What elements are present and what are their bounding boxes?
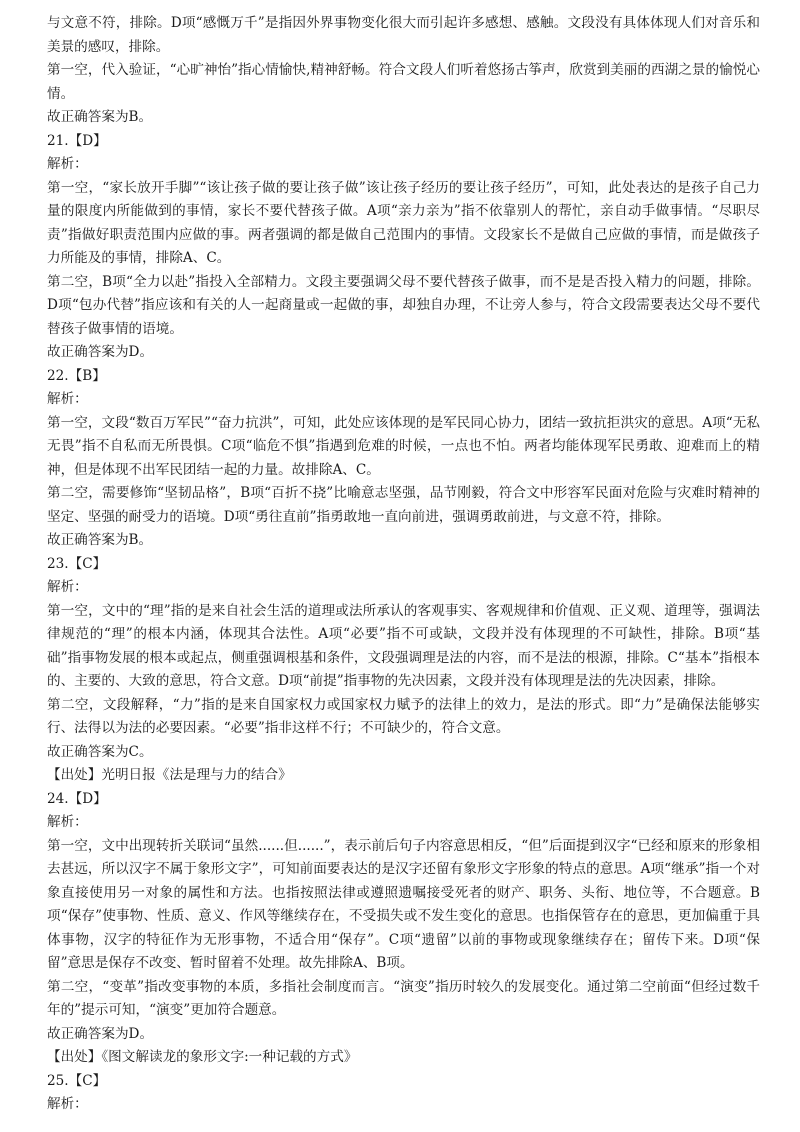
question-number: 24.【D】 xyxy=(47,790,107,807)
text-line: 与文意不符，排除。D项“感慨万千”是指因外界事物变化很大而引起许多感想、感触。文段没有具体体现人们对音乐和美景的感叹，排除。 xyxy=(47,15,760,55)
text-line: 第二空，“变革”指改变事物的本质，多指社会制度而言。“演变”指历时较久的发展变化。通过第二空前面“但经过数千年的”提示可知，“演变”更加符合题意。 xyxy=(47,978,760,1018)
text-line: 第二空，文段解释，“力”指的是来自国家权力或国家权力赋予的法律上的效力，是法的形式。即“力”是确保法能够实行、法得以为法的必要因素。“必要”指非这样不行；不可缺少的，符合文意。 xyxy=(47,696,760,736)
text-line: 第一空，代入验证，“心旷神怡”指心情愉快,精神舒畅。符合文段人们听着悠扬古筝声，欣赏到美丽的西湖之景的愉悦心情。 xyxy=(47,62,760,102)
text-line: 第一空，“家长放开手脚”“该让孩子做的要让孩子做”该让孩子经历的要让孩子经历”，可知，此处表达的是孩子自己力量的限度内所能做到的事情，家长不要代替孩子做。A项“亲力亲为”指不依靠别人的帮忙，亲自动手做事情。“尽职尽责”指做好职责范围内应做的事。两者强调的都是做自己范围内的事情。文段家长不是做自己应做的事情，而是做孩子力所能及的事情，排除A、C。 xyxy=(47,179,760,266)
source-line: 【出处】光明日报《法是理与力的结合》 xyxy=(47,767,292,783)
analysis-label: 解析： xyxy=(47,1096,88,1112)
text-line: 故正确答案为C。 xyxy=(47,743,153,760)
text-line: 故正确答案为D。 xyxy=(47,344,154,360)
text-line: 第二空，需要修饰“坚韧品格”，B项“百折不挠”比喻意志坚强，品节刚毅，符合文中形容军民面对危险与灾难时精神的坚定、坚强的耐受力的语境。D项“勇往直前”指勇敢地一直向前进，强调勇敢前进，与文意不符，排除。 xyxy=(47,485,760,525)
question-number: 22.【B】 xyxy=(47,367,106,384)
analysis-label: 解析： xyxy=(47,391,88,407)
analysis-label: 解析： xyxy=(47,156,88,172)
text-line: 故正确答案为B。 xyxy=(47,532,153,548)
analysis-label: 解析： xyxy=(47,579,88,595)
analysis-label: 解析： xyxy=(47,814,88,830)
text-line: 故正确答案为B。 xyxy=(47,109,153,125)
text-line: 故正确答案为D。 xyxy=(47,1025,154,1042)
text-line: 第一空，文中的“理”指的是来自社会生活的道理或法所承认的客观事实、客观规律和价值观、正义观、道理等，强调法律规范的“理”的根本内涵，体现其合法性。A项“必要”指不可或缺，文段并没有体现理的不可缺性，排除。B项“基础”指事物发展的根本或起点，侧重强调根基和条件，文段强调理是法的内容，而不是法的根源，排除。C“基本”指根本的、主要的、大致的意思，符合文意。D项“前提”指事物的先决因素，文段并没有体现理是法的先决因素，排除。 xyxy=(47,602,760,689)
question-number: 25.【C】 xyxy=(47,1072,107,1089)
text-line: 第一空，文段“数百万军民”“奋力抗洪”，可知，此处应该体现的是军民同心协力，团结一致抗拒洪灾的意思。A项“无私无畏”指不自私而无所畏惧。C项“临危不惧”指遇到危难的时候，一点也不怕。两者均能体现军民勇敢、迎难而上的精神，但是体现不出军民团结一起的力量。故排除A、C。 xyxy=(47,414,760,478)
source-line: 【出处】《图文解读龙的象形文字:一种记载的方式》 xyxy=(47,1049,358,1065)
question-number: 21.【D】 xyxy=(47,132,107,149)
text-line: 第二空，B项“全力以赴”指投入全部精力。文段主要强调父母不要代替孩子做事，而不是是否投入精力的问题，排除。D项“包办代替”指应该和有关的人一起商量或一起做的事，却独自办理，不让旁人参与，符合文段需要表达父母不要代替孩子做事情的语境。 xyxy=(47,273,760,337)
question-number: 23.【C】 xyxy=(47,555,107,572)
text-line: 第一空，文中出现转折关联词“虽然......但......”，表示前后句子内容意思相反，“但”后面提到汉字“已经和原来的形象相去甚远，所以汉字不属于象形文字”，可知前面要表达的是汉字还留有象形文字形象的特点的意思。A项“继承”指一个对象直接使用另一对象的属性和方法。也指按照法律或遵照遗嘱接受死者的财产、职务、头衔、地位等，不合题意。B项“保存”使事物、性质、意义、作风等继续存在，不受损失或不发生变化的意思。也指保管存在的意思，更加偏重于具体事物，汉字的特征作为无形事物，不适合用“保存”。C项“遗留”以前的事物或现象继续存在；留传下来。D项“保留”意思是保存不改变、暂时留着不处理。故先排除A、B项。 xyxy=(47,837,760,971)
